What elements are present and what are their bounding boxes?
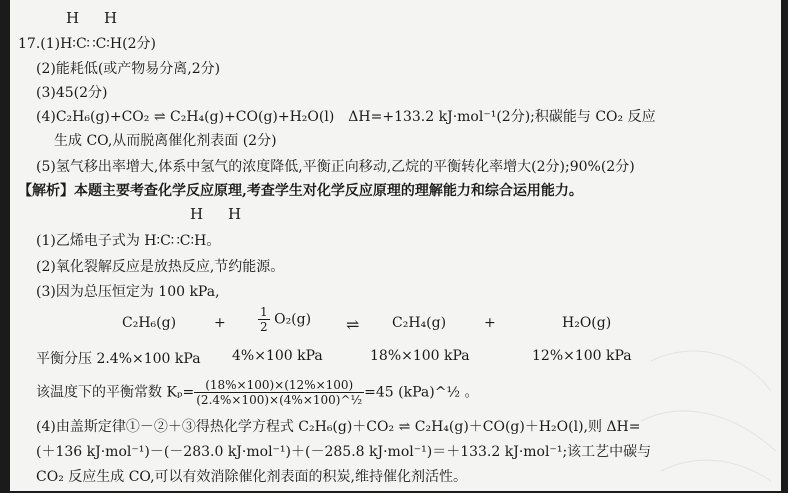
kp-result: =45 (kPa)^½ 。: [364, 384, 479, 401]
q17-part4-line2: 生成 CO,从而脱离催化剂表面 (2分): [54, 133, 277, 149]
analysis-header: 【解析】本题主要考查化学反应原理,考查学生对化学反应原理的理解能力和综合运用能力。: [18, 183, 583, 199]
kp-prefix: 该温度下的平衡常数 Kₚ=: [36, 384, 195, 401]
q17-part2: (2)能耗低(或产物易分离,2分): [36, 61, 221, 77]
kp-denominator: (2.4%×100)×(4%×100)^½: [196, 393, 363, 407]
oxygen-term: [258, 305, 311, 334]
partial-c2h4: 18%×100 kPa: [370, 348, 470, 364]
q17-part1: 17.(1)H∶C∷C∶H(2分): [18, 36, 156, 52]
plus-sign: +: [214, 315, 226, 331]
product-water: H₂O(g): [562, 315, 612, 331]
analysis-part4-line3: CO₂ 反应生成 CO,可以有效消除催化剂表面的积炭,维持催化剂活性。: [36, 469, 467, 485]
partial-o2: 4%×100 kPa: [232, 348, 323, 364]
h-atom: H: [66, 9, 80, 27]
partial-h2o: 12%×100 kPa: [532, 348, 632, 364]
product-ethylene: C₂H₄(g): [392, 315, 447, 331]
oxygen: O₂(g): [274, 311, 312, 328]
analysis-part1: (1)乙烯电子式为 H∶C∷C∶H。: [36, 233, 221, 249]
equilibrium-arrow: ⇌: [346, 315, 360, 334]
analysis-part4-line1: (4)由盖斯定律①－②＋③得热化学方程式 C₂H₆(g)＋CO₂ ⇌ C₂H₄(g)＋CO(g)＋H₂O(l),则 ΔH=: [36, 419, 641, 435]
analysis-part3: (3)因为总压恒定为 100 kPa,: [36, 284, 220, 300]
q17-part4-line1: (4)C₂H₆(g)+CO₂ ⇌ C₂H₄(g)+CO(g)+H₂O(l) ΔH=+133.2 kJ·mol⁻¹(2分);积碳能与 CO₂ 反应: [36, 109, 656, 125]
faint-watermark: [631, 331, 781, 491]
analysis-part2: (2)氧化裂解反应是放热反应,节约能源。: [36, 259, 285, 275]
h-atom: H: [104, 9, 118, 27]
q17-part5: (5)氢气移出率增大,体系中氢气的浓度降低,平衡正向移动,乙烷的平衡转化率增大(2分);90%(2分): [36, 159, 635, 175]
plus-sign: +: [484, 315, 496, 331]
kp-numerator: (18%×100)×(12%×100): [194, 378, 364, 393]
q17-part3: (3)45(2分): [36, 85, 108, 101]
kp-expression: [36, 378, 478, 407]
coefficient-fraction: $\frac{1}{2}$: [260, 305, 268, 334]
analysis-part4-line2: (＋136 kJ·mol⁻¹)－(－283.0 kJ·mol⁻¹)＋(－285.8 kJ·mol⁻¹)＝＋133.2 kJ·mol⁻¹;该工艺中碳与: [36, 444, 652, 460]
h-atom: H: [228, 205, 242, 223]
partial-label: 平衡分压 2.4%×100 kPa: [36, 351, 201, 367]
answer-sheet: [10, 0, 781, 491]
reactant-ethane: C₂H₆(g): [122, 315, 177, 331]
kp-fraction: [194, 378, 364, 407]
h-atom: H: [190, 205, 204, 223]
